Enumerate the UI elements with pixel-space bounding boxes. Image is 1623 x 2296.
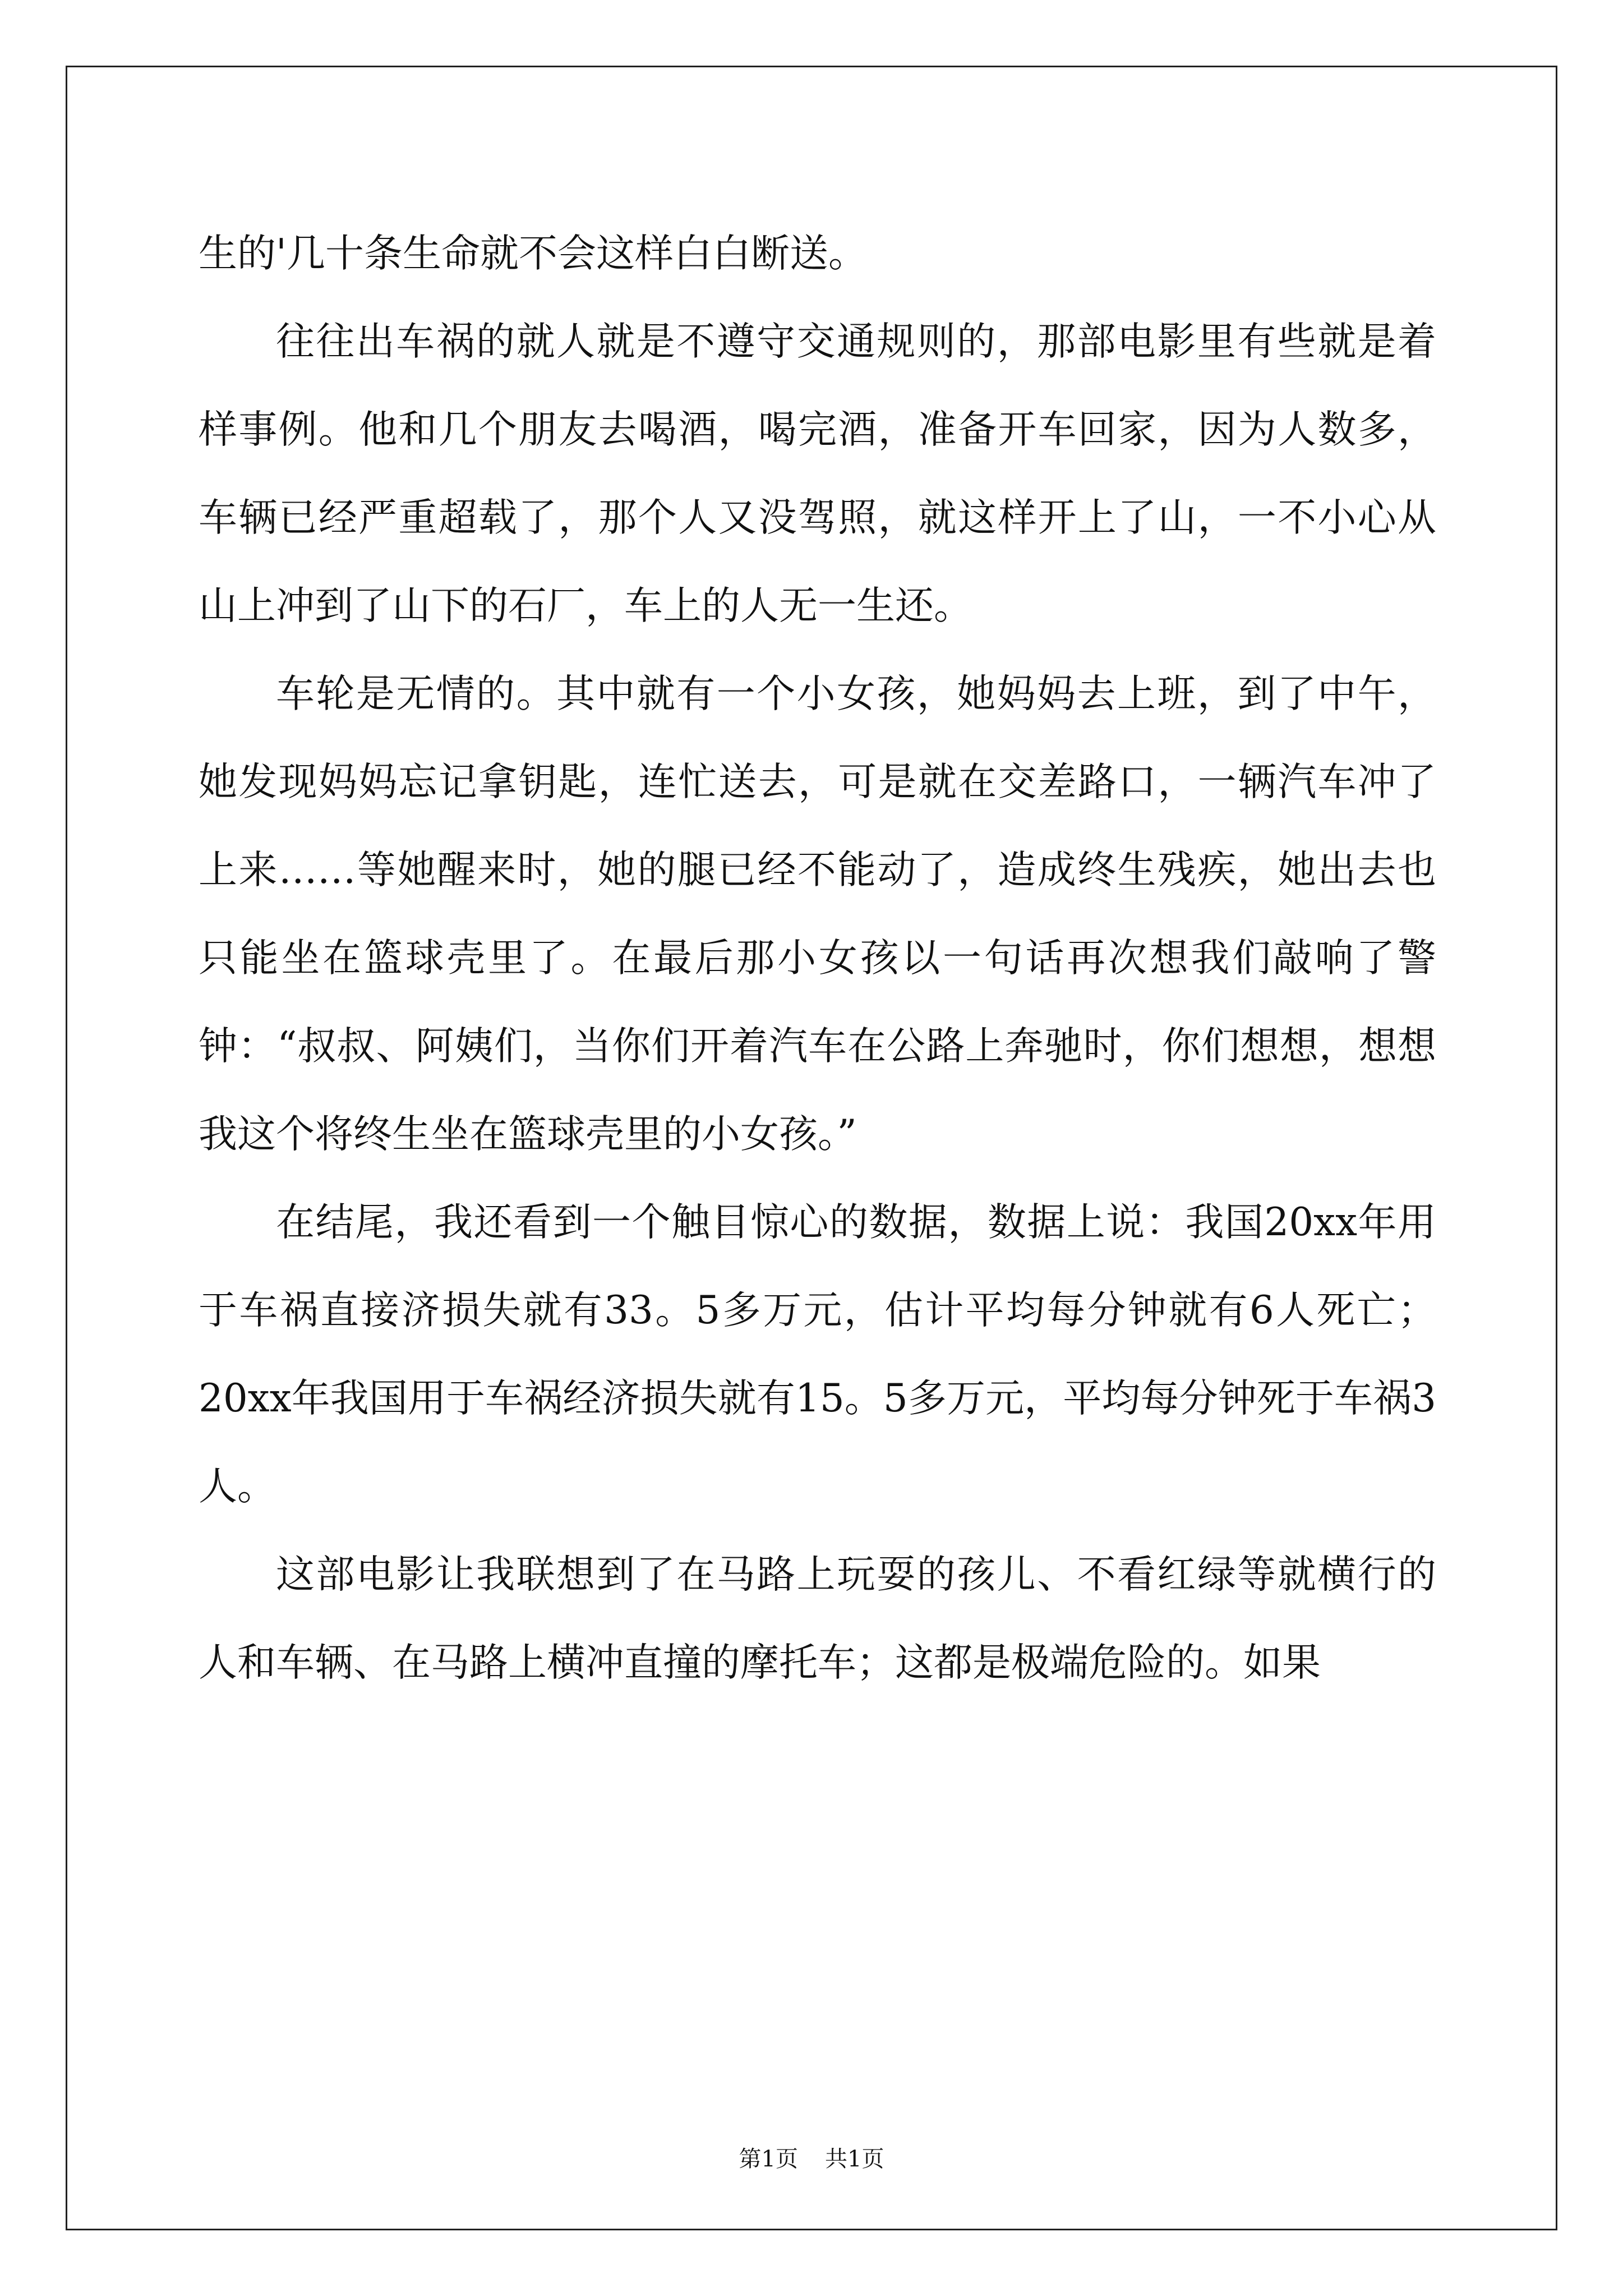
document-body [199,210,1436,1707]
page-number: 第1页 [739,2146,798,2172]
paragraph-3: 车轮是无情的。其中就有一个小女孩，她妈妈去上班，到了中午，她发现妈妈忘记拿钥匙，连忙送去，可是就在交差路口，一辆汽车冲了上来……等她醒来时，她的腿已经不能动了，造成终生残疾，她出去也只能坐在篮球壳里了。在最后那小女孩以一句话再次想我们敲响了警钟：“叔叔、阿姨们，当你们开着汽车在公路上奔驰时，你们想想，想想我这个将终生坐在篮球壳里的小女孩。” [199,671,1436,1157]
page-footer [0,2145,1623,2173]
paragraph-2: 往往出车祸的就人就是不遵守交通规则的，那部电影里有些就是着样事例。他和几个朋友去喝酒，喝完酒，准备开车回家，因为人数多，车辆已经严重超载了，那个人又没驾照，就这样开上了山，一不小心从山上冲到了山下的石厂，车上的人无一生还。 [199,319,1436,628]
paragraph-1: 生的'几十条生命就不会这样白白断送。 [199,231,867,276]
page-total: 共1页 [825,2146,884,2172]
paragraph-5: 这部电影让我联想到了在马路上玩耍的孩儿、不看红绿等就横行的人和车辆、在马路上横冲直撞的摩托车；这都是极端危险的。如果 [199,1552,1436,1685]
paragraph-4: 在结尾，我还看到一个触目惊心的数据，数据上说：我国20xx年用于车祸直接济损失就有33。5多万元，估计平均每分钟就有6人死亡；20xx年我国用于车祸经济损失就有15。5多万元，平均每分钟死于车祸3人。 [199,1200,1436,1509]
